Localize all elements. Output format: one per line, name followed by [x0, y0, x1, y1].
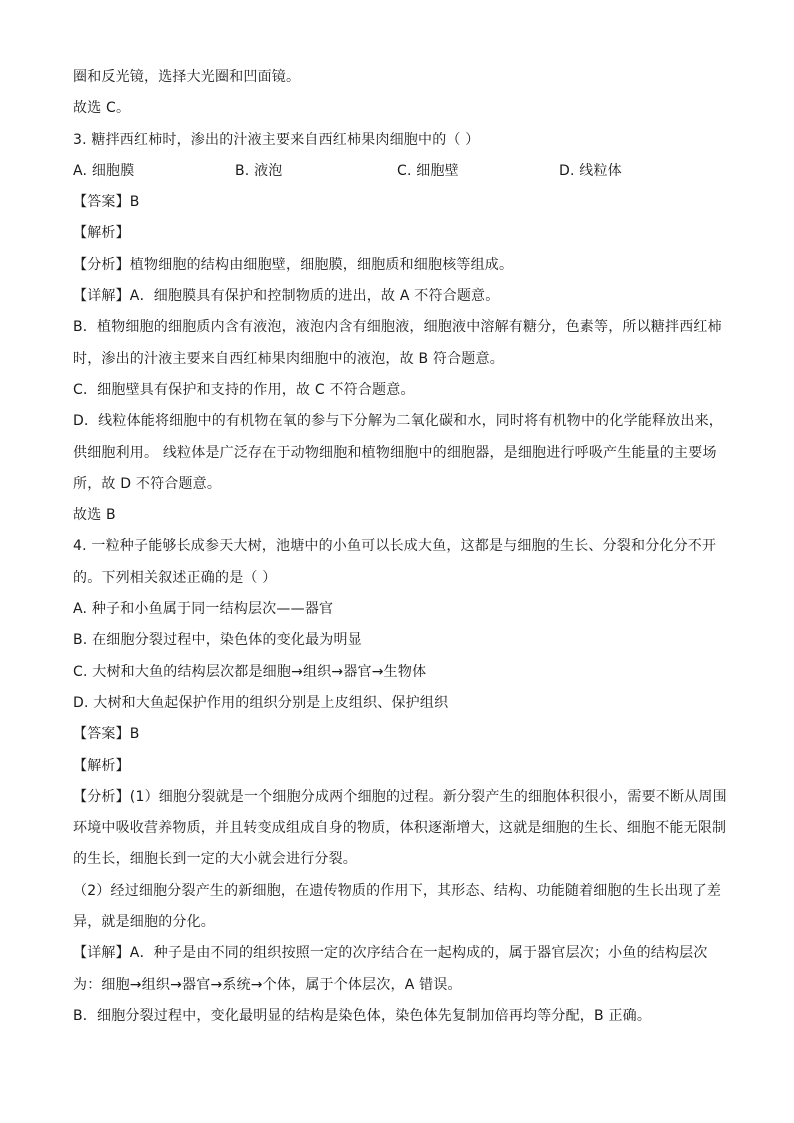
question-4-stem: 4. 一粒种子能够长成参天大树，池塘中的小鱼可以长成大鱼，这都是与细胞的生长、分裂和分化分不开: [73, 538, 717, 555]
answer-label: 【答案】B: [73, 194, 140, 211]
text-line: 为：细胞→组织→器官→系统→个体，属于个体层次，A 错误。: [73, 976, 462, 993]
option-b: B. 液泡: [235, 162, 283, 179]
text-line: B．植物细胞的细胞质内含有液泡，液泡内含有细胞液，细胞液中溶解有糖分，色素等，所以糖拌西红柿: [73, 319, 722, 336]
option-a: A. 细胞膜: [73, 162, 135, 179]
text-line: 所，故 D 不符合题意。: [73, 475, 222, 492]
text-line: 异，就是细胞的分化。: [73, 914, 215, 931]
text-line: 【详解】A．种子是由不同的组织按照一定的次序结合在一起构成的，属于器官层次；小鱼的结构层次: [73, 945, 708, 962]
document-page: [73, 62, 727, 1032]
text-line: D．线粒体能将细胞中的有机物在氧的参与下分解为二氧化碳和水，同时将有机物中的化学能释放出来，: [73, 413, 723, 430]
text-line: 供细胞利用。 线粒体是广泛存在于动物细胞和植物细胞中的细胞器，是细胞进行呼吸产生能量的主要场: [73, 444, 717, 461]
option-b: B. 在细胞分裂过程中，染色体的变化最为明显: [73, 632, 362, 649]
text-line: 故选 C。: [73, 100, 131, 117]
text-line: 【分析】(1）细胞分裂就是一个细胞分成两个细胞的过程。新分裂产生的细胞体积很小，需要不断从周围: [73, 788, 727, 805]
text-line: 【详解】A．细胞膜具有保护和控制物质的进出，故 A 不符合题意。: [73, 288, 500, 305]
answer-label: 【答案】B: [73, 726, 140, 743]
text-line: 故选 B: [73, 507, 116, 524]
analysis-label: 【解析】: [73, 757, 130, 774]
option-d: D. 大树和大鱼起保护作用的组织分别是上皮组织、保护组织: [73, 694, 449, 711]
analysis-label: 【解析】: [73, 225, 130, 242]
text-line: C．细胞壁具有保护和支持的作用，故 C 不符合题意。: [73, 381, 415, 398]
text-line: 时，渗出的汁液主要来自西红柿果肉细胞中的液泡，故 B 符合题意。: [73, 350, 504, 367]
option-c: C. 大树和大鱼的结构层次都是细胞→组织→器官→生物体: [73, 663, 427, 680]
text-line: 【分析】植物细胞的结构由细胞壁，细胞膜，细胞质和细胞核等组成。: [73, 256, 514, 273]
text-line: B．细胞分裂过程中，变化最明显的结构是染色体，染色体先复制加倍再均等分配，B 正确。: [73, 1007, 652, 1024]
option-d: D. 线粒体: [559, 162, 622, 179]
text-line: 的生长，细胞长到一定的大小就会进行分裂。: [73, 851, 357, 868]
question-3-stem: 3. 糖拌西红柿时，渗出的汁液主要来自西红柿果肉细胞中的（ ）: [73, 131, 480, 148]
option-a: A. 种子和小鱼属于同一结构层次——器官: [73, 601, 334, 618]
text-line: 圈和反光镜，选择大光圈和凹面镜。: [73, 69, 301, 85]
text-line: 环境中吸收营养物质，并且转变成组成自身的物质，体积逐渐增大，这就是细胞的生长、细胞不能无限制: [73, 820, 727, 837]
text-line: （2）经过细胞分裂产生的新细胞，在遗传物质的作用下，其形态、结构、功能随着细胞的生长出现了差: [73, 882, 722, 899]
question-3-options: [73, 156, 721, 187]
question-4-stem: 的。下列相关叙述正确的是（ ）: [73, 569, 277, 586]
option-c: C. 细胞壁: [397, 162, 459, 179]
